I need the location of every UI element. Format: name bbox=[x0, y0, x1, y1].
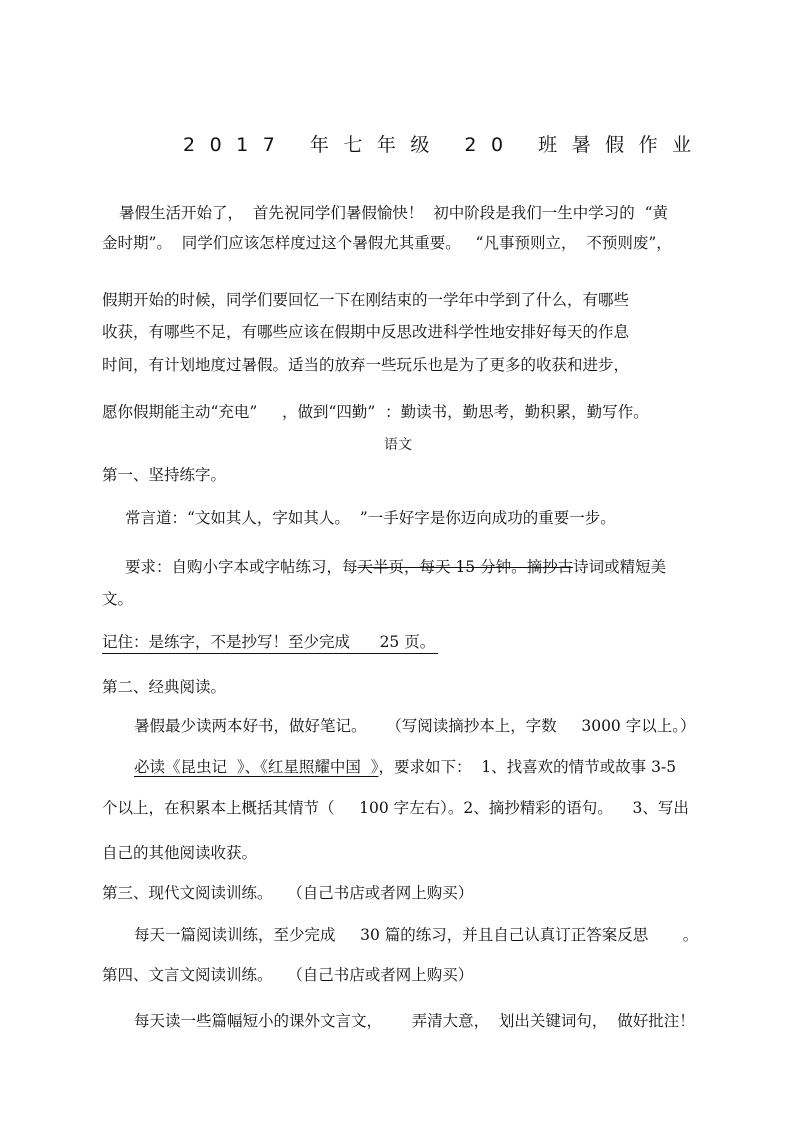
intro-line-1: 暑假生活开始了， 首先祝同学们暑假愉快！ 初中阶段是我们一生中学习的 “黄 bbox=[119, 204, 668, 222]
item-4-body: 每天读一些篇幅短小的课外文言文， 弄清大意， 划出关键词句， 做好批注！ bbox=[134, 1012, 695, 1030]
requirement-text-b: 诗词或精短美 bbox=[573, 558, 667, 576]
section-heading-chinese: 语文 bbox=[384, 437, 412, 453]
note-underline-rule bbox=[102, 653, 438, 654]
item-1-requirement bbox=[125, 557, 666, 577]
requirement-struck-text: 天半页，每天 15 分钟。摘抄古 bbox=[357, 558, 574, 576]
item-1-note: 记住：是练字，不是抄写！至少完成 25 页。 bbox=[102, 633, 436, 651]
item-3-heading: 第三、现代文阅读训练。 （自己书店或者网上购买） bbox=[102, 884, 474, 902]
intro-line-6: 愿你假期能主动“充电” ，做到“四勤” ：勤读书，勤思考，勤积累，勤写作。 bbox=[102, 403, 649, 421]
item-2-line-1: 暑假最少读两本好书，做好笔记。 （写阅读摘抄本上，字数 3000 字以上。） bbox=[134, 717, 696, 735]
item-2-line-2 bbox=[134, 757, 676, 777]
required-books-underlined: 必读《昆虫记 》、《红星照耀中国 》 bbox=[134, 758, 379, 776]
item-2-line-4: 自己的其他阅读收获。 bbox=[102, 844, 258, 862]
item-1-heading: 第一、坚持练字。 bbox=[102, 466, 227, 484]
document-title: 2017 年七年级 20 班暑假作业 bbox=[183, 134, 706, 156]
item-2-heading: 第二、经典阅读。 bbox=[102, 678, 227, 696]
item-1-requirement-continued: 文。 bbox=[102, 590, 134, 608]
item-4-heading: 第四、文言文阅读训练。 （自己书店或者网上购买） bbox=[102, 966, 474, 984]
intro-line-5: 时间，有计划地度过暑假。适当的放弃一些玩乐也是为了更多的收获和进步， bbox=[102, 356, 630, 374]
requirement-text-a: 要求：自购小字本或字帖练习，每 bbox=[125, 558, 358, 576]
item-1-quote: 常言道：“文如其人，字如其人。 ”一手好字是你迈向成功的重要一步。 bbox=[125, 509, 616, 527]
requirement-intro: ，要求如下： 1、找喜欢的情节或故事 3-5 bbox=[378, 758, 677, 776]
intro-line-2: 金时期”。 同学们应该怎样度过这个暑假尤其重要。 “凡事预则立， 不预则废”， bbox=[102, 234, 672, 252]
item-3-body: 每天一篇阅读训练，至少完成 30 篇的练习，并且自己认真订正答案反思 。 bbox=[134, 926, 699, 944]
item-2-line-3: 个以上，在积累本上概括其情节（ 100 字左右）。2、摘抄精彩的语句。 3、写出 bbox=[102, 799, 689, 817]
intro-line-3: 假期开始的时候，同学们要回忆一下在刚结束的一学年中学到了什么，有哪些 bbox=[102, 291, 630, 309]
intro-line-4: 收获，有哪些不足，有哪些应该在假期中反思改进科学性地安排好每天的作息 bbox=[102, 323, 630, 341]
